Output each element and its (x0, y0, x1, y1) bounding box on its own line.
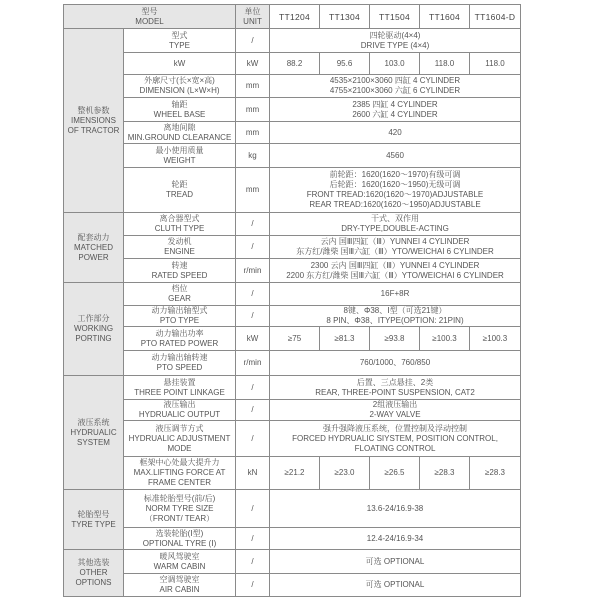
table-row (64, 574, 521, 597)
value-cell: 103.0 (370, 53, 420, 75)
table-row (64, 98, 521, 122)
parameter-line: ENGINE (164, 247, 195, 256)
value-line: 2385 四缸 4 CYLINDER (352, 99, 438, 109)
value-line: FLOATING CONTROL (354, 443, 436, 453)
value-cell: 118.0 (420, 53, 470, 75)
value-cell: ≥23.0 (320, 457, 370, 490)
group-label-line: WORKING (73, 324, 114, 333)
model-name: TT1204 (270, 5, 320, 29)
value-cell (270, 122, 521, 144)
value-cell (270, 376, 521, 400)
parameter-name (124, 75, 236, 98)
unit-cell: mm (236, 168, 270, 213)
unit-cell: / (236, 213, 270, 236)
table-row (64, 283, 521, 306)
parameter-name (124, 98, 236, 122)
value-cell (270, 306, 521, 327)
value-cell (270, 283, 521, 306)
group-label-line: PORTING (75, 334, 112, 343)
table-row (64, 490, 521, 528)
value-cell (270, 490, 521, 528)
parameter-name (124, 283, 236, 306)
table-row (64, 213, 521, 236)
group-label (64, 283, 124, 376)
value-cell (270, 574, 521, 597)
model-name: TT1504 (370, 5, 420, 29)
table-row (64, 259, 521, 283)
parameter-line: 悬挂装置 (163, 377, 196, 387)
unit-cell: mm (236, 98, 270, 122)
value-line: 8 PIN、Φ38、ⅠTYPE(OPTION: 21PIN) (326, 316, 464, 325)
value-cell (270, 259, 521, 283)
value-cell (270, 75, 521, 98)
header-label: MODEL (135, 16, 164, 26)
parameter-name (124, 421, 236, 457)
table-row (64, 400, 521, 421)
value-cell: ≥26.5 (370, 457, 420, 490)
group-label-line: OTHER (79, 568, 108, 577)
value-line: 干式、双作用 (371, 214, 420, 223)
value-cell (270, 351, 521, 376)
unit-cell: kW (236, 53, 270, 75)
value-cell (270, 213, 521, 236)
parameter-line: WHEEL BASE (153, 109, 206, 119)
parameter-name (124, 144, 236, 168)
group-label-line: 液压系统 (77, 417, 110, 427)
parameter-line: TREAD (165, 190, 194, 199)
model-name: TT1604 (420, 5, 470, 29)
table-row (64, 457, 521, 490)
unit-cell: kW (236, 327, 270, 351)
parameter-line: NORM TYRE SIZE (145, 503, 214, 513)
unit-cell: / (236, 306, 270, 327)
value-line: 4535×2100×3060 四缸 4 CYLINDER (329, 76, 461, 85)
parameter-line: PTO RATED POWER (140, 338, 219, 348)
group-label-line: IMENSIONS (71, 115, 116, 125)
parameter-line: 最小使用质量 (155, 145, 204, 155)
group-label (64, 29, 124, 213)
parameter-line: 框架中心处最大提升力 (139, 458, 220, 467)
value-cell: ≥100.3 (420, 327, 470, 351)
unit-cell: mm (236, 122, 270, 144)
group-label-line: 工作部分 (77, 314, 110, 323)
value-line: 后置、三点悬挂、2类 (356, 377, 434, 387)
value-cell (270, 236, 521, 259)
value-line: 前轮距：1620(1620～1970)有级可调 (329, 170, 461, 179)
group-label-line: SYSTEM (77, 437, 110, 447)
parameter-line: 离地间隙 (163, 122, 196, 132)
group-label-line: 其他选装 (77, 558, 110, 567)
parameter-line: 液压调节方式 (155, 423, 204, 433)
value-cell (270, 421, 521, 457)
parameter-line: 型式 (171, 30, 188, 40)
parameter-line: OPTIONAL TYRE (Ⅰ) (142, 538, 217, 548)
value-line: 2组液压输出 (372, 400, 418, 409)
value-cell: 118.0 (470, 53, 521, 75)
parameter-line: AIR CABIN (159, 585, 200, 594)
parameter-line: WEIGHT (163, 155, 196, 165)
header-label: 单位 (244, 6, 261, 16)
parameter-name (124, 490, 236, 528)
parameter-line: 空调驾驶室 (159, 575, 200, 584)
group-label-line: TYRE TYPE (71, 519, 116, 529)
group-label (64, 550, 124, 597)
unit-cell: r/min (236, 351, 270, 376)
parameter-name (124, 306, 236, 327)
value-cell (270, 400, 521, 421)
parameter-line: FRAME CENTER (147, 478, 212, 487)
parameter-line: 动力输出功率 (155, 328, 204, 338)
value-cell (270, 144, 521, 168)
parameter-name (124, 376, 236, 400)
parameter-name (124, 53, 236, 75)
parameter-name (124, 550, 236, 574)
unit-cell: / (236, 376, 270, 400)
parameter-name (124, 400, 236, 421)
value-cell (270, 98, 521, 122)
unit-cell: / (236, 400, 270, 421)
value-line: 2200 东方红/潍柴 国Ⅲ六缸（Ⅲ）YTO/WEICHAI 6 CYLINDER (286, 270, 504, 280)
unit-cell: / (236, 550, 270, 574)
group-label-line: OF TRACTOR (67, 125, 120, 135)
value-cell: ≥28.3 (420, 457, 470, 490)
parameter-line: TYPE (169, 40, 190, 50)
value-line: 东方红/潍柴 国Ⅲ六缸（Ⅲ）YTO/WEICHAI 6 CYLINDER (296, 247, 494, 256)
parameter-name (124, 528, 236, 550)
value-cell: ≥81.3 (320, 327, 370, 351)
group-label-line: HYDRUALIC (70, 427, 117, 437)
table-row (64, 351, 521, 376)
parameter-line: 转速 (171, 260, 188, 270)
value-line: 后轮距：1620(1620～1950)无级可调 (329, 180, 461, 189)
unit-cell: kN (236, 457, 270, 490)
value-line: 420 (388, 127, 402, 137)
group-label (64, 490, 124, 550)
value-line: FORCED HYDRUALIC SIYSTEM, POSITION CONTROL, (292, 433, 498, 443)
header-label: UNIT (243, 16, 262, 26)
parameter-name (124, 351, 236, 376)
parameter-name (124, 29, 236, 53)
value-cell: ≥100.3 (470, 327, 521, 351)
unit-cell: / (236, 528, 270, 550)
spec-table (63, 4, 521, 597)
parameter-name (124, 236, 236, 259)
value-cell (270, 29, 521, 53)
unit-cell: mm (236, 75, 270, 98)
value-line: REAR, THREE-POINT SUSPENSION, CAT2 (315, 387, 475, 397)
group-label (64, 213, 124, 283)
value-cell: ≥75 (270, 327, 320, 351)
parameter-line: THREE POINT LINKAGE (134, 387, 225, 397)
table-row (64, 528, 521, 550)
header-label: 型号 (141, 6, 158, 16)
parameter-line: 档位 (171, 284, 188, 293)
parameter-line: 动力输出轴型式 (151, 306, 208, 315)
parameter-line: RATED SPEED (151, 270, 208, 280)
table-row (64, 144, 521, 168)
value-line: FRONT TREAD:1620(1620～1970)ADJUSTABLE (306, 190, 484, 199)
parameter-line: DIMENSION (L×W×H) (139, 86, 220, 95)
value-cell: ≥21.2 (270, 457, 320, 490)
value-line: DRY-TYPE,DOUBLE-ACTING (341, 224, 449, 233)
unit-cell: / (236, 29, 270, 53)
group-label-line: 整机参数 (77, 105, 110, 115)
parameter-name (124, 574, 236, 597)
parameter-line: 选装轮胎(Ⅰ型) (155, 528, 204, 538)
table-header-row (64, 5, 521, 29)
model-name: TT1304 (320, 5, 370, 29)
unit-cell: / (236, 490, 270, 528)
value-line: 云内 国Ⅲ四缸（Ⅲ）YUNNEI 4 CYLINDER (320, 237, 470, 246)
parameter-line: 轮距 (171, 180, 188, 189)
parameter-line: CLUTH TYPE (154, 224, 205, 233)
group-label-line: MATCHED (74, 242, 113, 252)
parameter-line: HYDRUALIC ADJUSTMENT (128, 433, 231, 443)
unit-cell: / (236, 236, 270, 259)
parameter-line: 离合器型式 (159, 214, 200, 223)
value-cell: ≥28.3 (470, 457, 521, 490)
unit-cell: kg (236, 144, 270, 168)
group-label-line: OPTIONS (75, 578, 112, 587)
table-row (64, 550, 521, 574)
table-row (64, 53, 521, 75)
value-line: 可选 OPTIONAL (365, 556, 425, 566)
table-row (64, 306, 521, 327)
table-row (64, 327, 521, 351)
table-row (64, 236, 521, 259)
parameter-line: WARM CABIN (153, 561, 206, 571)
value-line: 760/1000、760/850 (359, 358, 431, 367)
parameter-line: 暖风驾驶室 (159, 551, 200, 561)
value-line: 2300 云内 国Ⅲ四缸（Ⅲ）YUNNEI 4 CYLINDER (310, 260, 480, 270)
parameter-line: MIN.GROUND CLEARANCE (127, 132, 232, 142)
value-line: 可选 OPTIONAL (365, 580, 425, 589)
group-label-line: 配套动力 (77, 232, 110, 242)
parameter-name (124, 457, 236, 490)
table-row (64, 75, 521, 98)
parameter-name (124, 327, 236, 351)
unit-cell: / (236, 421, 270, 457)
value-line: DRIVE TYPE (4×4) (360, 40, 430, 50)
value-line: 四轮驱动(4×4) (369, 30, 421, 40)
parameter-name (124, 122, 236, 144)
value-cell: 95.6 (320, 53, 370, 75)
value-line: 16F+8R (380, 289, 410, 298)
parameter-line: HYDRUALIC OUTPUT (138, 410, 221, 419)
value-cell (270, 168, 521, 213)
group-label-line: 轮胎型号 (77, 509, 110, 519)
group-label-line: POWER (78, 252, 109, 262)
parameter-line: PTO TYPE (159, 316, 200, 325)
model-name: TT1604-D (470, 5, 521, 29)
value-line: 强升强降液压系统，位置控制及浮动控制 (323, 423, 468, 433)
value-line: 8键、Φ38、Ⅰ型（可选21键） (343, 306, 447, 315)
value-line: 13.6-24/16.9-38 (366, 503, 424, 513)
parameter-name (124, 213, 236, 236)
parameter-name (124, 259, 236, 283)
parameter-line: 外廓尺寸(长×宽×高) (144, 76, 215, 85)
unit-cell: / (236, 283, 270, 306)
parameter-line: MAX.LIFTING FORCE AT (133, 468, 226, 477)
model-header (64, 5, 236, 29)
unit-cell: / (236, 574, 270, 597)
parameter-line: PTO SPEED (156, 363, 203, 372)
table-row (64, 29, 521, 53)
value-cell (270, 528, 521, 550)
value-cell: ≥93.8 (370, 327, 420, 351)
parameter-line: 液压输出 (163, 400, 196, 409)
parameter-line: （FRONT/ TEAR） (144, 513, 215, 523)
parameter-name (124, 168, 236, 213)
unit-cell: r/min (236, 259, 270, 283)
parameter-line: kW (173, 58, 186, 68)
table-row (64, 421, 521, 457)
value-line: 4560 (386, 150, 404, 160)
value-line: REAR TREAD:1620(1620～1950)ADJUSTABLE (309, 200, 481, 209)
table-row (64, 376, 521, 400)
parameter-line: MODE (167, 443, 192, 453)
unit-header (236, 5, 270, 29)
parameter-line: 标准轮胎型号(前/后) (143, 493, 216, 503)
value-line: 4755×2100×3060 六缸 6 CYLINDER (329, 86, 461, 95)
parameter-line: GEAR (168, 294, 191, 303)
parameter-line: 轴距 (171, 99, 188, 109)
value-line: 12.4-24/16.9-34 (366, 533, 424, 543)
group-label (64, 376, 124, 490)
table-row (64, 168, 521, 213)
value-cell (270, 550, 521, 574)
value-cell: 88.2 (270, 53, 320, 75)
table-row (64, 122, 521, 144)
value-line: 2-WAY VALVE (369, 410, 421, 419)
parameter-line: 发动机 (167, 237, 192, 246)
value-line: 2600 六缸 4 CYLINDER (352, 109, 438, 119)
parameter-line: 动力输出轴转速 (151, 353, 208, 362)
